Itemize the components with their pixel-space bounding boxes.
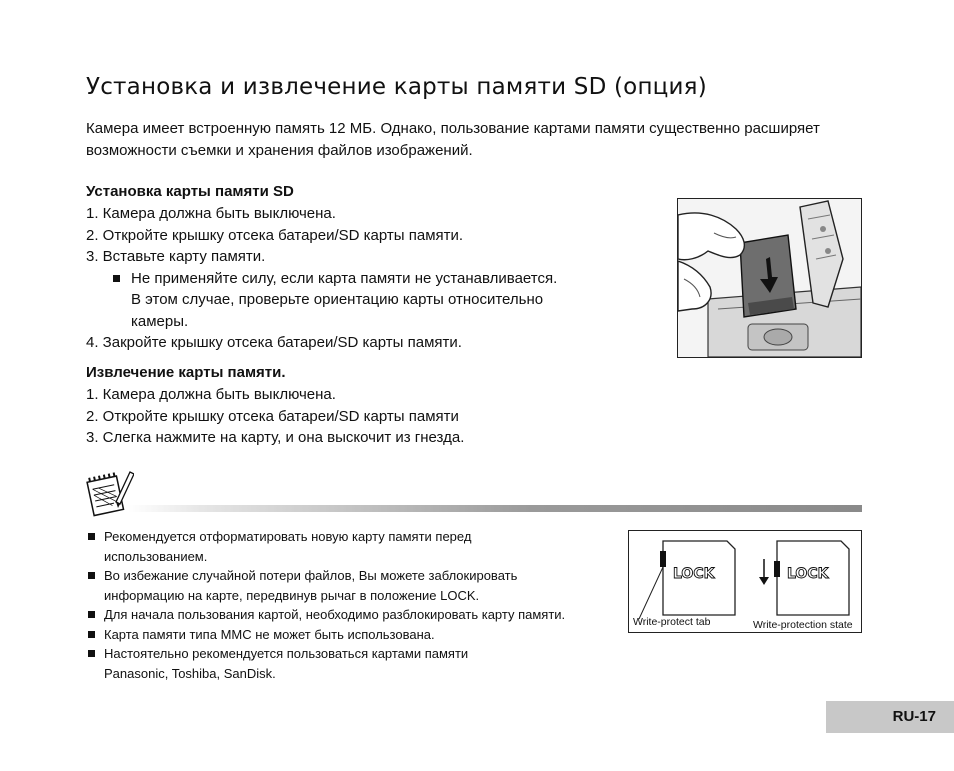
note-line: Во избежание случайной потери файлов, Вы можете заблокировать [104,568,518,583]
install-step-3: 3. Вставьте карту памяти. [86,248,266,265]
install-section [86,181,646,354]
note-item [86,566,626,605]
remove-step-3: 3. Слегка нажмите на карту, и она выскочит из гнезда. [86,429,465,446]
note-divider-bar [128,505,862,512]
page-title: Установка и извлечение карты памяти SD (опция) [86,74,707,100]
note-line: информацию на карте, передвинув рычаг в положение LOCK. [104,587,480,603]
remove-section [86,362,646,449]
note-line: использованием. [104,548,208,564]
install-heading: Установка карты памяти SD [86,183,294,200]
note-item [86,605,626,625]
note-line: Карта памяти типа MMC не может быть использована. [104,626,435,642]
note-line: Panasonic, Toshiba, SanDisk. [104,665,276,681]
bullet-icon [88,572,95,579]
lock-label-left: LOCK [673,566,715,582]
write-protect-tab-left [660,551,666,567]
remove-heading: Извлечение карты памяти. [86,364,286,381]
caption-write-protect-tab: Write-protect tab [633,616,711,628]
note-item [86,644,626,683]
remove-step-2: 2. Откройте крышку отсека батареи/SD карты памяти [86,407,459,425]
bullet-icon [88,650,95,657]
note-line: Для начала пользования картой, необходимо разблокировать карту памяти. [104,607,566,622]
install-note-line-1: Не применяйте силу, если карта памяти не устанавливается. [131,269,558,287]
write-protect-tab-right [774,561,780,577]
note-item [86,625,626,645]
lock-label-right: LOCK [787,566,829,582]
bullet-icon [88,533,95,540]
install-step-2: 2. Откройте крышку отсека батареи/SD карты памяти. [86,226,464,244]
install-note [86,268,646,333]
lock-diagram [628,530,862,633]
bullet-icon [88,631,95,638]
remove-step-1: 1. Камера должна быть выключена. [86,386,336,403]
caption-write-protection-state: Write-protection state [753,619,853,631]
note-line: Рекомендуется отформатировать новую карту памяти перед [104,529,472,544]
install-note-line-3: камеры. [131,312,189,330]
note-line: Настоятельно рекомендуется пользоваться картами памяти [104,646,469,661]
bullet-icon [113,275,120,282]
notes-list [86,527,626,683]
install-step-1: 1. Камера должна быть выключена. [86,205,336,222]
install-note-line-2: В этом случае, проверьте ориентацию карты относительно [131,291,544,308]
page-number: RU-17 [892,708,936,725]
note-item [86,527,626,566]
install-step-4: 4. Закройте крышку отсека батареи/SD карты памяти. [86,334,462,351]
sd-card-insertion-illustration [677,198,862,358]
bullet-icon [88,611,95,618]
intro-paragraph: Камера имеет встроенную память 12 МБ. Однако, пользование картами памяти существенно расширяет возможности съемки и хранения файлов изображений. [86,120,820,159]
notepad-pencil-icon [84,466,134,518]
